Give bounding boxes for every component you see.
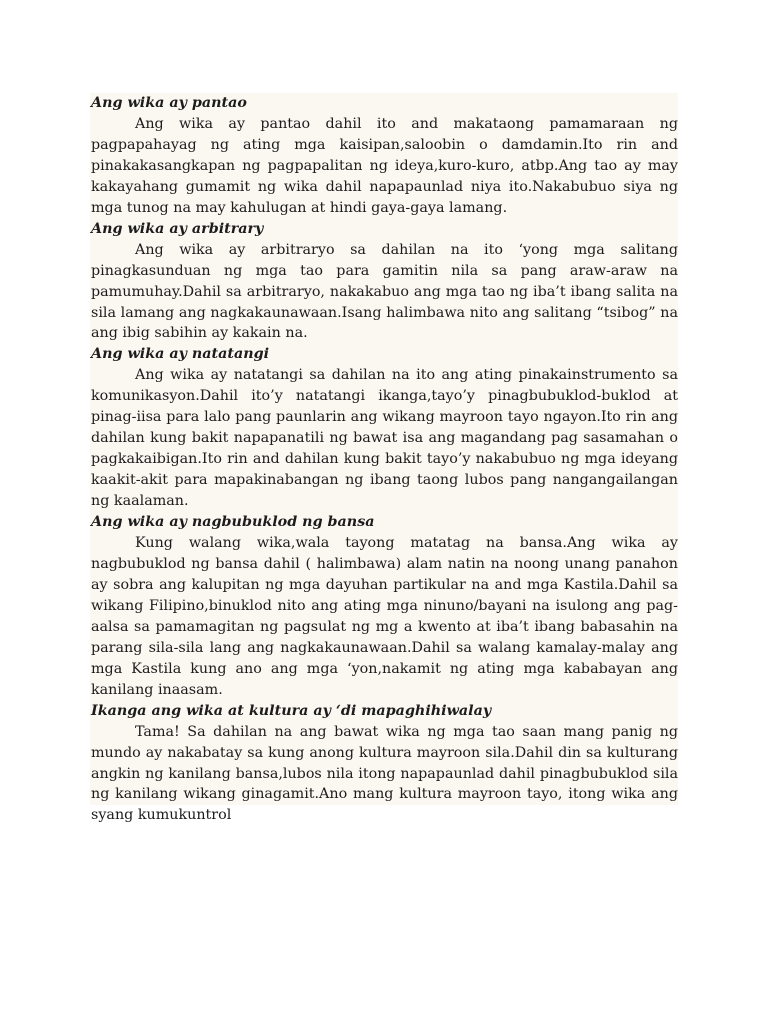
section-heading: Ang wika ay pantao: [91, 95, 247, 111]
section-paragraph: Ang wika ay pantao dahil ito and makataong pamamaraan ng pagpapahayag ng ating mga kaisipan,saloobin o damdamin.Ito rin and pinakakasangkapan ng pagpapalitan ng ideya,kuro-kuro, atbp.Ang tao ay may kakayahang gumamit ng wika dahil napapaunlad niya ito.Nakabubuo siya ng mga tunog na may kahulugan at hindi gaya-gaya lamang.: [91, 115, 678, 216]
section-heading: Ikanga ang wika at kultura ay ‘di mapaghihiwalay: [91, 702, 492, 719]
document-text-block: [90, 93, 678, 824]
section-paragraph: Ang wika ay natatangi sa dahilan na ito ang ating pinakainstrumento sa komunikasyon.Dahil ito’y natatangi ikanga,tayo’y pinagbubuklod-buklod at pinag-iisa para lalo pang paunlarin ang wikang mayroon tayo ngayon.Ito rin ang dahilan kung bakit napapanatili ng bawat isa ang magandang pag sasamahan o pagkakaibigan.Ito rin and dahilan kung bakit tayo’y nakabubuo ng mga ideyang kaakit-akit para mapakinabangan ng ibang taong lubos pang nangangailangan ng kaalaman.: [91, 367, 678, 510]
section-heading: Ang wika ay nagbubuklod ng bansa: [91, 514, 375, 531]
section-wika-natatangi: [91, 344, 678, 512]
section-wika-pantao: [91, 93, 678, 219]
section-wika-nagbubuklod: [91, 512, 678, 701]
section-wika-kultura: [91, 701, 678, 827]
section-heading: Ang wika ay arbitrary: [91, 220, 264, 237]
section-wika-arbitrary: [91, 219, 678, 345]
section-paragraph: Ang wika ay arbitraryo sa dahilan na ito ‘yong mga salitang pinagkasunduan ng mga tao para gamitin nila sa pang araw-araw na pamumuhay.Dahil sa arbitraryo, nakakabuo ang mga tao ng iba’t ibang salita na sila lamang ang nagkakaunawaan.Isang halimbawa nito ang salitang “tsibog” na ang ibig sabihin ay kakain na.: [91, 241, 678, 342]
section-heading: Ang wika ay natatangi: [91, 346, 270, 363]
section-paragraph: Tama! Sa dahilan na ang bawat wika ng mga tao saan mang panig ng mundo ay nakabatay sa kung anong kultura mayroon sila.Dahil din sa kulturang angkin ng kanilang bansa,lubos nila itong napapaunlad dahil pinagbubuklod sila ng kanilang wikang ginagamit.Ano mang kultura mayroon tayo, itong wika ang syang kumukuntrol: [91, 723, 678, 824]
section-paragraph: Kung walang wika,wala tayong matatag na bansa.Ang wika ay nagbubuklod ng bansa dahil ( halimbawa) alam natin na noong unang panahon ay sobra ang kalupitan ng mga dayuhan partikular na and mga Kastila.Dahil sa wikang Filipino,binuklod nito ang ating mga ninuno/bayani na isulong ang pag-aalsa sa pamamagitan ng pagsulat ng mg a kwento at iba’t ibang babasahin na parang sila-sila lang ang nagkakaunawaan.Dahil sa walang kamalay-malay ang mga Kastila kung ano ang mga ‘yon,nakamit ng ating mga kababayan ang kanilang inaasam.: [91, 535, 678, 698]
